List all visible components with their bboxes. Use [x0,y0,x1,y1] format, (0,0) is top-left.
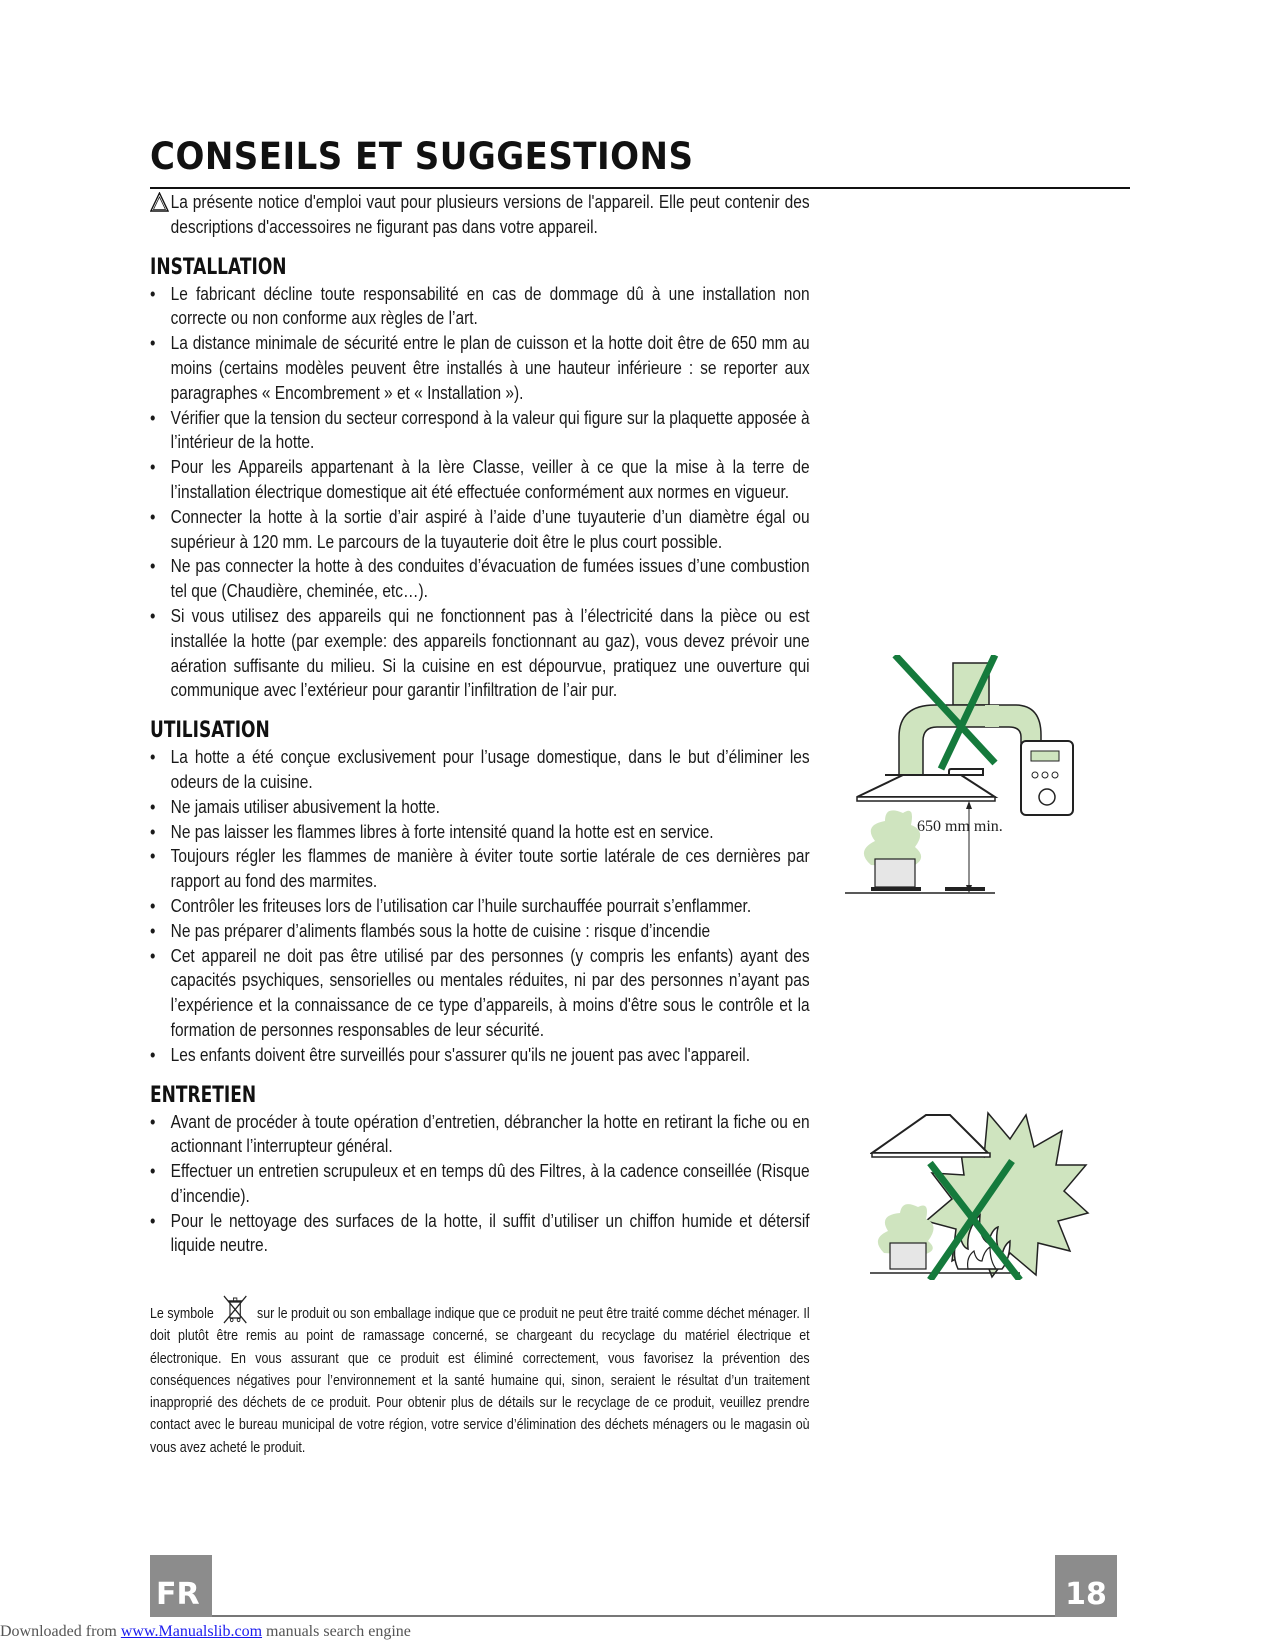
list-item: • Vérifier que la tension du secteur correspond à la valeur qui figure sur la plaquette apposée à l’intérieur de la hotte. [150,406,810,456]
utilisation-list [150,745,810,1067]
list-item: • La hotte a été conçue exclusivement pour l’usage domestique, dans le but d’éliminer les odeurs de la cuisine. [150,745,810,795]
hood-rim [857,797,995,801]
section-heading: UTILISATION [150,718,270,744]
language-badge: FR [150,1555,212,1617]
page-title: CONSEILS ET SUGGESTIONS [150,135,694,178]
section-heading: INSTALLATION [150,254,287,280]
hood-rim [872,1153,990,1157]
list-item: • Contrôler les friteuses lors de l’utilisation car l’huile surchauffée pourrait s’enflammer. [150,894,810,919]
hood-distance-figure [845,655,1085,915]
list-item: • Effectuer un entretien scrupuleux et en temps dû des Filtres, à la cadence conseillée (Risque d’incendie). [150,1159,810,1209]
intro-note-text: La présente notice d'emploi vaut pour plusieurs versions de l'appareil. Elle peut contenir des descriptions d'accessoires ne figurant pas dans votre appareil. [170,192,810,237]
manualslib-link[interactable]: www.Manualslib.com [120,1623,263,1640]
weee-footnote [150,1294,810,1458]
list-item: • Pour les Appareils appartenant à la Ière Classe, veiller à ce que la mise à la terre de l’installation électrique domestique ait été effectuée conformément aux normes en vigueur. [150,455,810,505]
boiler-unit [1021,741,1073,815]
installation-list [150,282,810,704]
entretien-list [150,1110,810,1259]
section-heading: ENTRETIEN [150,1082,257,1108]
crossed-bin-icon [221,1294,250,1324]
warning-triangle-icon [150,192,169,212]
download-credit [0,1623,411,1641]
title-rule [150,187,1130,189]
distance-dimension [963,801,975,893]
hood-canopy [857,769,995,797]
list-item: • Avant de procéder à toute opération d’entretien, débrancher la hotte en retirant la fiche ou en actionnant l’interrupteur général. [150,1110,810,1160]
footnote-body: sur le produit ou son emballage indique que ce produit ne peut être traité comme déchet ménager. Il doit plutôt être remis au point de ramassage concerné, se chargeant du recyclage du matériel électrique et électronique. En vous assurant que ce produit est éliminé correctement, vous favorisez la prévention des conséquences négatives pour l’environnement et la santé humaine qui, sinon, seraient le résultat d’un traitement inapproprié des déchets de ce produit. Pour obtenir plus de détails sur le recyclage de ce produit, veuillez prendre contact avec le bureau municipal de votre région, votre service d’élimination des déchets ménagers ou le magasin où vous avez acheté le produit. [150,1306,810,1456]
steam-and-pot [878,1204,934,1269]
download-suffix: manuals search engine [266,1623,411,1640]
list-item: • Les enfants doivent être surveillés pour s'assurer qu'ils ne jouent pas avec l'appareil. [150,1043,810,1068]
section-installation [150,254,810,704]
list-item: • Ne pas connecter la hotte à des conduites d’évacuation de fumées issues d’une combustion tel que (Chaudière, cheminée, etc…). [150,554,810,604]
list-item: • Si vous utilisez des appareils qui ne fonctionnent pas à l’électricité dans la pièce ou est installée la hotte (par exemple: des appareils fonctionnant au gaz), vous devez prévoir une aération suffisante du milieu. Si la cuisine en est dépourvue, pratiquez une ouverture qui communique avec l’extérieur pour garantir l’infiltration de l’air pur. [150,604,810,703]
footer-rule [212,1615,1055,1617]
list-item: • Toujours régler les flammes de manière à éviter toute sortie latérale de ces dernières par rapport au fond des marmites. [150,844,810,894]
section-entretien [150,1082,810,1259]
list-item: • Ne jamais utiliser abusivement la hotte. [150,795,810,820]
text-column [150,190,810,1459]
list-item: • La distance minimale de sécurité entre le plan de cuisson et la hotte doit être de 650 mm au moins (certains modèles peuvent être installés à une hauteur inférieure : se reporter aux paragraphes « Encombrement » et « Installation »). [150,331,810,405]
list-item: • Ne pas préparer d’aliments flambés sous la hotte de cuisine : risque d’incendie [150,919,810,944]
list-item: • Le fabricant décline toute responsabilité en cas de dommage dû à une installation non correcte ou non conforme aux règles de l’art. [150,282,810,332]
main-content [150,190,810,1473]
list-item: • Pour le nettoyage des surfaces de la hotte, il suffit d’utiliser un chiffon humide et détersif liquide neutre. [150,1209,810,1259]
list-item: • Ne pas laisser les flammes libres à forte intensité quand la hotte est en service. [150,820,810,845]
hood-canopy [872,1115,988,1153]
list-item: • Cet appareil ne doit pas être utilisé par des personnes (y compris les enfants) ayant des capacités psychiques, sensorielles ou mentales réduites, ni par des personnes n’ayant pas l’expérience et la connaissance de ce type d’appareils, à moins d'être sous le contrôle et la formation de personnes responsables de leur sécurité. [150,944,810,1043]
list-item: • Connecter la hotte à la sortie d’air aspiré à l’aide d’une tuyauterie d’un diamètre égal ou supérieur à 120 mm. Le parcours de la tuyauterie doit être le plus court possible. [150,505,810,555]
section-utilisation [150,717,810,1067]
distance-label: 650 mm min. [917,818,1003,835]
intro-note [150,190,810,240]
page-number: 18 [1055,1555,1117,1617]
flame-figure [870,1105,1090,1280]
footnote-lead: Le symbole [150,1306,214,1323]
download-prefix: Downloaded from [0,1623,117,1640]
